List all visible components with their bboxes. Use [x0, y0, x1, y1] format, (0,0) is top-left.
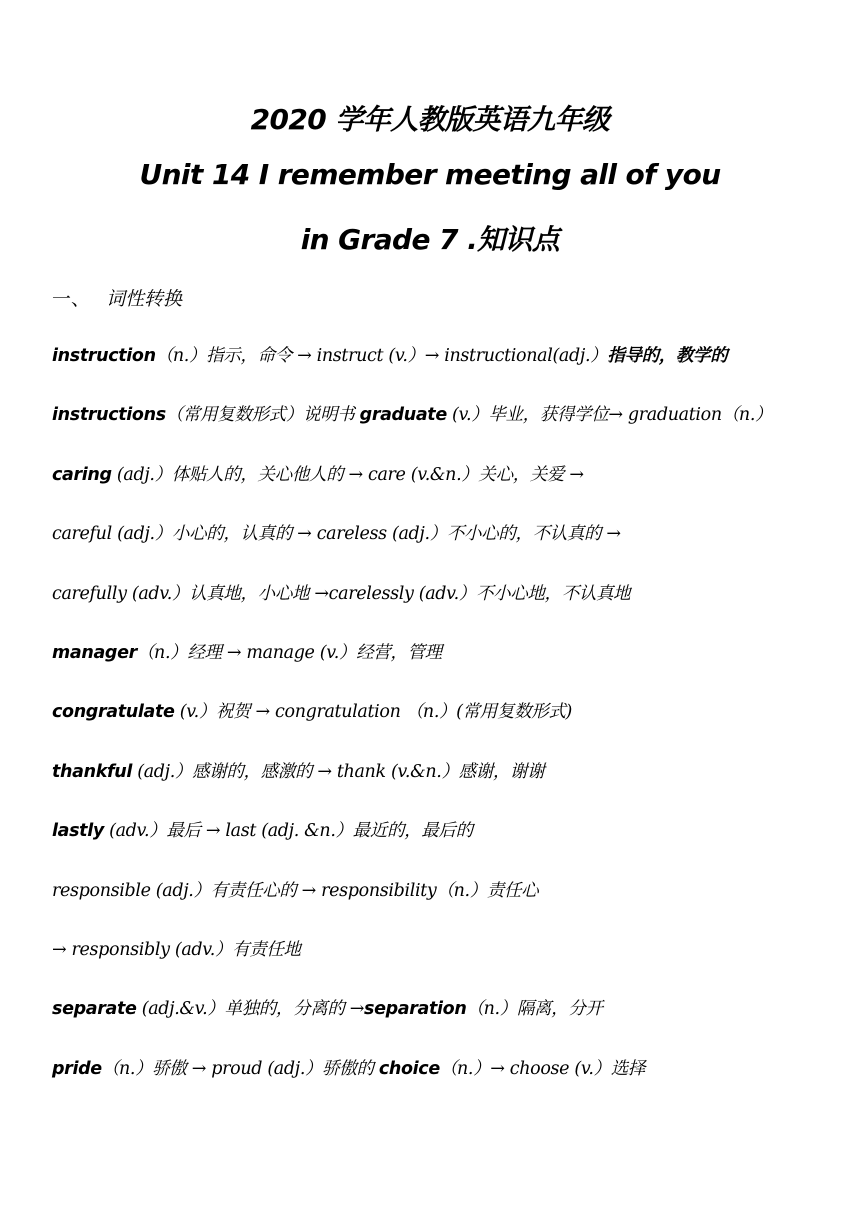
word-form-line	[52, 760, 544, 784]
word-form-line	[52, 997, 603, 1021]
term-bold: separation	[364, 999, 467, 1019]
term-text: (adv.）最后 → last (adj. &n.）最近的，最后的	[103, 821, 473, 841]
term-bold: separate	[52, 999, 137, 1019]
term-text: careful (adj.）小心的，认真的 → careless (adj.）不小心的，不认真的 →	[52, 524, 621, 544]
section-heading-text: 词性转换	[106, 288, 183, 310]
term-text: responsible (adj.）有责任心的 → responsibility（n.）责任心	[52, 881, 539, 901]
term-bold: thankful	[52, 762, 133, 782]
document-title-line-3: in Grade 7 .知识点	[300, 223, 560, 256]
term-bold: caring	[52, 465, 112, 485]
word-form-line	[52, 582, 630, 606]
document-title-line-2: Unit 14 I remember meeting all of you	[139, 158, 721, 191]
term-text: → responsibly (adv.）有责任地	[52, 940, 301, 960]
word-form-line	[52, 879, 538, 903]
term-text: （n.）隔离，分开	[466, 999, 603, 1019]
term-bold: congratulate	[52, 702, 175, 722]
word-form-line	[52, 641, 442, 665]
term-text: (adj.）感谢的，感激的 → thank (v.&n.）感谢，谢谢	[132, 762, 545, 782]
term-text: (adj.&v.）单独的，分离的 →	[136, 999, 365, 1019]
term-text: carefully (adv.）认真地，小心地 →carelessly (adv.）不小心地，不认真地	[52, 584, 631, 604]
term-bold: instruction	[52, 346, 156, 366]
term-text: (adj.）体贴人的，关心他人的 → care (v.&n.）关心，关爱 →	[111, 465, 584, 485]
term-bold: choice	[378, 1059, 440, 1079]
word-form-line	[52, 819, 473, 843]
term-bold: instructions	[52, 405, 166, 425]
word-form-line	[52, 403, 772, 427]
term-text: （常用复数形式）说明书	[165, 405, 360, 425]
term-text: （n.）指示，命令 → instruct (v.）→ instructional(adj.）	[155, 346, 608, 366]
word-form-line	[52, 938, 301, 962]
section-heading	[52, 284, 182, 311]
word-form-line	[52, 700, 572, 724]
word-form-line	[52, 1057, 645, 1081]
term-bold: 指导的，教学的	[607, 346, 728, 366]
term-bold: manager	[52, 643, 137, 663]
section-number: 一、	[52, 288, 91, 310]
term-bold: pride	[52, 1059, 102, 1079]
word-form-line	[52, 463, 584, 487]
document-title-line-1: 2020 学年人教版英语九年级	[250, 103, 610, 136]
term-text: (v.）祝贺 → congratulation （n.）(常用复数形式)	[174, 702, 573, 722]
term-text: （n.）骄傲 → proud (adj.）骄傲的	[101, 1059, 379, 1079]
term-bold: graduate	[359, 405, 447, 425]
term-text: （n.）→ choose (v.）选择	[439, 1059, 645, 1079]
word-form-line	[52, 344, 727, 368]
word-form-line	[52, 522, 621, 546]
term-bold: lastly	[52, 821, 104, 841]
term-text: (v.）毕业，获得学位→ graduation（n.）	[446, 405, 773, 425]
term-text: （n.）经理 → manage (v.）经营，管理	[136, 643, 442, 663]
